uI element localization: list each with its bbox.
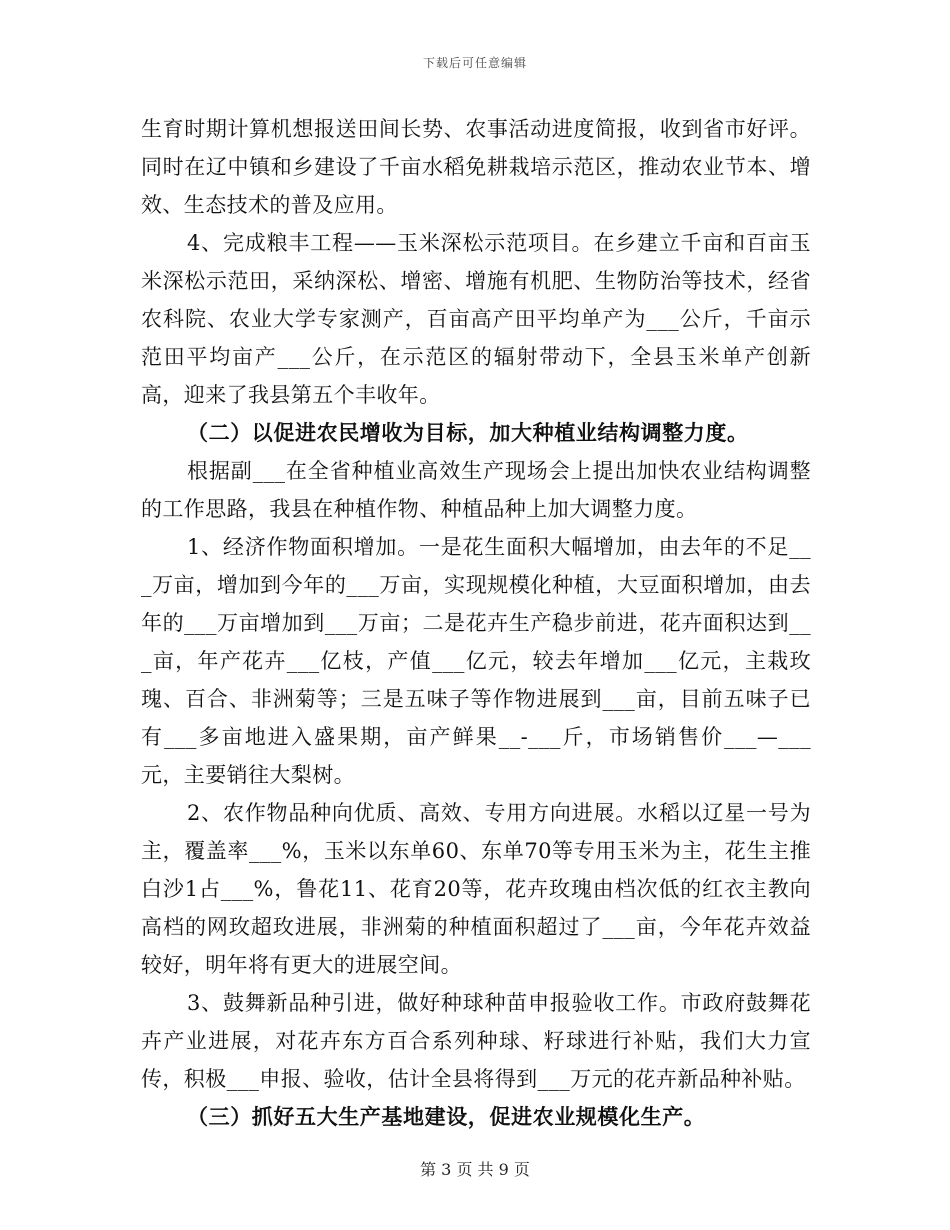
section-heading-3: （三）抓好五大生产基地建设，促进农业规模化生产。 [187, 1104, 706, 1129]
paragraph-item-1: 1、经济作物面积增加。一是花生面积大幅增加，由去年的不足___万亩，增加到今年的___万亩，实现规模化种植，大豆面积增加，由去年的___万亩增加到___万亩；二是花卉生产稳步前进，花卉面积达到___亩，年产花卉___亿枝，产值___亿元，较去年增加___亿元，主栽玫瑰、百合、非洲菊等；三是五味子等作物进展到___亩，目前五味子已有___多亩地进入盛果期，亩产鲜果__-___斤，市场销售价___—___元，主要销往大梨树。 [141, 535, 811, 787]
paragraph-item-2: 2、农作物品种向优质、高效、专用方向进展。水稻以辽星一号为主，覆盖率___%，玉米以东单60、东单70等专用玉米为主，花生主推白沙1占___%，鲁花11、花育20等，花卉玫瑰由档次低的红衣主教向高档的网玫超玫进展，非洲菊的种植面积超过了___亩，今年花卉效益较好，明年将有更大的进展空间。 [141, 801, 811, 977]
page-number: 第 3 页 共 9 页 [420, 1160, 530, 1179]
paragraph-continuation: 生育时期计算机想报送田间长势、农事活动进度简报，收到省市好评。同时在辽中镇和乡建设了千亩水稻免耕栽培示范区，推动农业节本、增效、生态技术的普及应用。 [141, 117, 811, 217]
document-body [141, 110, 811, 1136]
section-heading-2: （二）以促进农民增收为目标，加大种植业结构调整力度。 [187, 420, 749, 445]
paragraph-item-4: 4、完成粮丰工程——玉米深松示范项目。在乡建立千亩和百亩玉米深松示范田，采纳深松、增密、增施有机肥、生物防治等技术，经省农科院、农业大学专家测产，百亩高产田平均单产为___公斤，千亩示范田平均亩产___公斤，在示范区的辐射带动下，全县玉米单产创新高，迎来了我县第五个丰收年。 [141, 231, 811, 407]
paragraph-intro: 根据副___在全省种植业高效生产现场会上提出加快农业结构调整的工作思路，我县在种植作物、种植品种上加大调整力度。 [141, 459, 811, 521]
page-header: 下载后可任意编辑 [422, 56, 527, 70]
paragraph-item-3: 3、鼓舞新品种引进，做好种球种苗申报验收工作。市政府鼓舞花卉产业进展，对花卉东方百合系列种球、籽球进行补贴，我们大力宣传，积极___申报、验收，估计全县将得到___万元的花卉新品种补贴。 [141, 991, 811, 1091]
